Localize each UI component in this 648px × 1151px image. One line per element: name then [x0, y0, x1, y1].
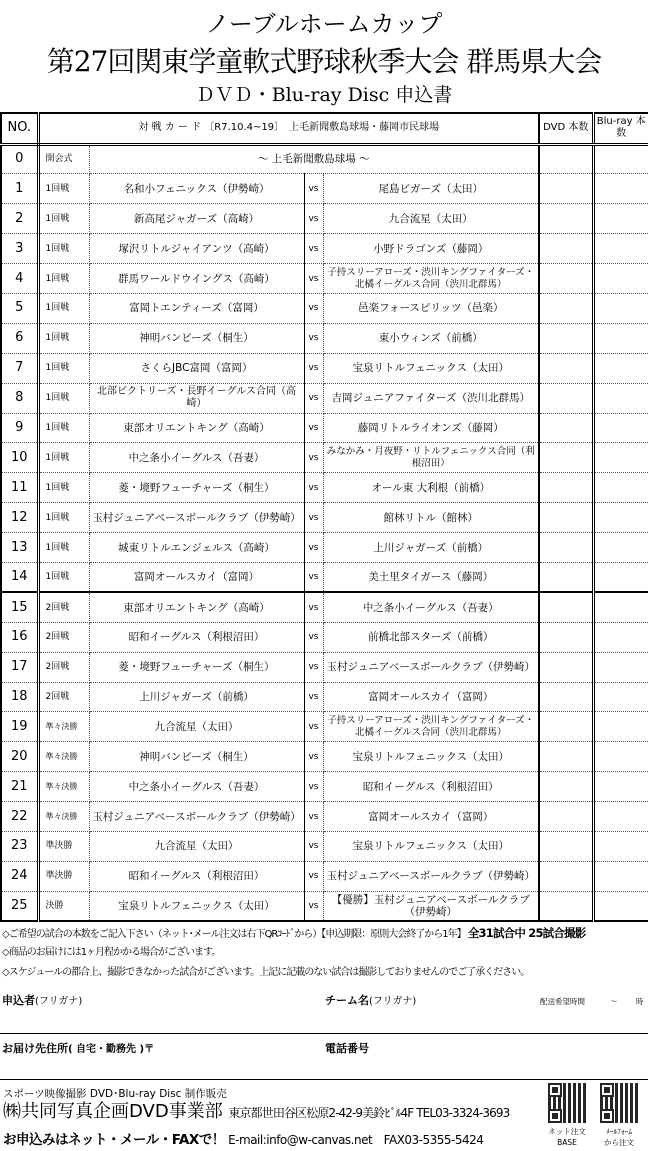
vs-label: vs — [304, 383, 323, 413]
home-team: 宝泉リトルフェニックス（太田） — [89, 891, 304, 921]
row-round: 1回戦 — [38, 293, 89, 323]
home-team: 上川ジャガーズ（前橋） — [89, 682, 304, 712]
row-round: 準々決勝 — [38, 742, 89, 772]
row-no: 6 — [1, 323, 38, 353]
home-team: 東部オリエントキング（高崎） — [89, 413, 304, 443]
note-2: ◇商品のお届けには1ヶ月程かかる場合がございます。 — [2, 947, 221, 958]
vs-label: vs — [304, 174, 323, 204]
vs-label: vs — [304, 234, 323, 264]
table-row — [1, 772, 648, 802]
table-row — [1, 592, 648, 622]
away-team: 宝泉リトルフェニックス（太田） — [323, 353, 539, 383]
home-team: 九合流星（太田） — [89, 712, 304, 742]
applicant-field[interactable] — [2, 992, 82, 1008]
table-row — [1, 562, 648, 592]
row-no: 16 — [1, 622, 38, 652]
bluray-qty-input[interactable] — [593, 742, 648, 772]
row-round: 準々決勝 — [38, 772, 89, 802]
row-round: 2回戦 — [38, 682, 89, 712]
row-round: 1回戦 — [38, 562, 89, 592]
vs-label: vs — [304, 682, 323, 712]
row-round: 2回戦 — [38, 592, 89, 622]
row-round: 1回戦 — [38, 353, 89, 383]
bluray-qty-input[interactable] — [593, 861, 648, 891]
home-team: 中之条小イーグルス（吾妻） — [89, 443, 304, 473]
vs-label: vs — [304, 264, 323, 294]
bluray-qty-input[interactable] — [593, 383, 648, 413]
note-3: ◇スケジュールの都合上、撮影できなかった試合がございます。上記に記載のない試合は撮影しておりませんのでご了承ください。 — [2, 967, 530, 978]
bluray-qty-input[interactable] — [593, 831, 648, 861]
bluray-qty-input[interactable] — [593, 891, 648, 921]
away-team: 吉岡ジュニアファイターズ（渋川北群馬） — [323, 383, 539, 413]
away-team: 上川ジャガーズ（前橋） — [323, 533, 539, 563]
table-row — [1, 174, 648, 204]
vs-label: vs — [304, 802, 323, 832]
home-team: 名和小フェニックス（伊勢崎） — [89, 174, 304, 204]
vs-label: vs — [304, 473, 323, 503]
dvd-qty-input[interactable] — [539, 592, 593, 622]
company-name: ㈱共同写真企画DVD事業部 — [3, 1101, 223, 1122]
bluray-qty-input[interactable] — [593, 204, 648, 234]
divider — [0, 1079, 648, 1080]
address-field[interactable] — [2, 1040, 154, 1056]
away-team: オール東 大利根（前橋） — [323, 473, 539, 503]
dvd-qty-input[interactable] — [539, 802, 593, 832]
note-1-count: 全31試合中 25試合撮影 — [467, 926, 586, 940]
table-row — [1, 742, 648, 772]
vs-label: vs — [304, 861, 323, 891]
header-bluray: Blu-ray 本数 — [593, 113, 648, 144]
company-name-line — [3, 1101, 509, 1124]
row-round: 準決勝 — [38, 831, 89, 861]
table-row — [1, 204, 648, 234]
dvd-qty-input[interactable] — [539, 682, 593, 712]
row-round: 1回戦 — [38, 174, 89, 204]
row-no: 5 — [1, 293, 38, 323]
qr-code-mailform-icon[interactable] — [600, 1083, 638, 1123]
row-no: 10 — [1, 443, 38, 473]
table-row — [1, 861, 648, 891]
opening-venue: ～ 上毛新聞敷島球場 ～ — [89, 144, 539, 174]
away-team: 玉村ジュニアベースボールクラブ（伊勢崎） — [323, 652, 539, 682]
divider — [0, 1033, 648, 1034]
bluray-qty-input[interactable] — [593, 144, 648, 174]
vs-label: vs — [304, 204, 323, 234]
phone-label: 電話番号 — [325, 1042, 369, 1055]
vs-label: vs — [304, 742, 323, 772]
table-row — [1, 383, 648, 413]
table-row — [1, 323, 648, 353]
row-round: 1回戦 — [38, 383, 89, 413]
vs-label: vs — [304, 652, 323, 682]
away-team: 富岡オールスカイ（富岡） — [323, 682, 539, 712]
home-team: さくらJBC富岡（富岡） — [89, 353, 304, 383]
home-team: 昭和イーグルス（利根沼田） — [89, 861, 304, 891]
row-no: 9 — [1, 413, 38, 443]
dvd-qty-input[interactable] — [539, 473, 593, 503]
delivery-time-label: 配送希望時間 — [540, 997, 585, 1006]
row-round: 開会式 — [38, 144, 89, 174]
row-round: 1回戦 — [38, 323, 89, 353]
row-no: 12 — [1, 503, 38, 533]
row-no: 19 — [1, 712, 38, 742]
delivery-time-tilde: ～ — [610, 997, 618, 1006]
row-no: 4 — [1, 264, 38, 294]
team-label: チーム名 — [325, 994, 369, 1007]
table-row — [1, 413, 648, 443]
dvd-qty-input[interactable] — [539, 204, 593, 234]
company-contact: E-mail:info@w-canvas.net FAX03-5355-5424 — [228, 1133, 484, 1147]
qr2-label-1: ﾒｰﾙﾌｫｰﾑ — [605, 1127, 633, 1136]
bluray-qty-input[interactable] — [593, 772, 648, 802]
bluray-qty-input[interactable] — [593, 323, 648, 353]
row-no: 13 — [1, 533, 38, 563]
row-no: 7 — [1, 353, 38, 383]
dvd-qty-input[interactable] — [539, 533, 593, 563]
home-team: 富岡トエンティーズ（富岡） — [89, 293, 304, 323]
row-round: 1回戦 — [38, 473, 89, 503]
bluray-qty-input[interactable] — [593, 293, 648, 323]
away-team: 子持スリーアローズ・渋川キングファイターズ・北橘イーグルス合同（渋川北群馬） — [323, 712, 539, 742]
dvd-qty-input[interactable] — [539, 562, 593, 592]
away-team: 藤岡リトルライオンズ（藤岡） — [323, 413, 539, 443]
bluray-qty-input[interactable] — [593, 264, 648, 294]
applicant-label: 申込者 — [2, 994, 35, 1007]
table-row — [1, 802, 648, 832]
home-team: 東部オリエントキング（高崎） — [89, 592, 304, 622]
away-team: 宝泉リトルフェニックス（太田） — [323, 831, 539, 861]
dvd-qty-input[interactable] — [539, 861, 593, 891]
row-round: 1回戦 — [38, 533, 89, 563]
home-team: 新高尾ジャガーズ（高崎） — [89, 204, 304, 234]
vs-label: vs — [304, 533, 323, 563]
dvd-qty-input[interactable] — [539, 353, 593, 383]
dvd-qty-input[interactable] — [539, 652, 593, 682]
header-no: NO. — [1, 113, 38, 144]
table-row — [1, 891, 648, 921]
row-no: 1 — [1, 174, 38, 204]
away-team: 尾島ビガーズ（太田） — [323, 174, 539, 204]
vs-label: vs — [304, 562, 323, 592]
address-note: ( 自宅・勤務先 )〒 — [68, 1044, 155, 1055]
team-kana-label: (フリガナ) — [369, 996, 417, 1007]
table-row — [1, 234, 648, 264]
address-label: お届け先住所 — [2, 1042, 68, 1055]
dvd-qty-input[interactable] — [539, 383, 593, 413]
dvd-qty-input[interactable] — [539, 772, 593, 802]
qr-mailform-label — [596, 1126, 642, 1148]
row-no: 22 — [1, 802, 38, 832]
away-team: 小野ドラゴンズ（藤岡） — [323, 234, 539, 264]
home-team: 神明バンビーズ（桐生） — [89, 323, 304, 353]
row-no: 8 — [1, 383, 38, 413]
away-team: 宝泉リトルフェニックス（太田） — [323, 742, 539, 772]
row-round: 2回戦 — [38, 622, 89, 652]
match-table — [0, 112, 648, 922]
home-team: 九合流星（太田） — [89, 831, 304, 861]
company-tagline: スポーツ映像撮影 DVD･Blu-ray Disc 制作販売 — [3, 1088, 227, 1100]
row-no: 0 — [1, 144, 38, 174]
home-team: 昭和イーグルス（利根沼田） — [89, 622, 304, 652]
home-team: 中之条小イーグルス（吾妻） — [89, 772, 304, 802]
form-title: ＤＶＤ・Blu-ray Disc 申込書 — [195, 84, 453, 106]
team-field[interactable] — [325, 992, 416, 1008]
note-1-line — [2, 925, 585, 943]
order-line — [3, 1128, 483, 1148]
away-team: 富岡オールスカイ（富岡） — [323, 802, 539, 832]
away-team: みなかみ・月夜野・リトルフェニックス合同（利根沼田） — [323, 443, 539, 473]
table-row — [1, 293, 648, 323]
away-team: 美土里タイガース（藤岡） — [323, 562, 539, 592]
dvd-qty-input[interactable] — [539, 712, 593, 742]
bluray-qty-input[interactable] — [593, 353, 648, 383]
row-no: 20 — [1, 742, 38, 772]
company-address: 東京都世田谷区松原2-42-9美鈴ﾋﾞﾙ4F TEL03-3324-3693 — [228, 1106, 510, 1120]
row-no: 15 — [1, 592, 38, 622]
row-round: 準々決勝 — [38, 802, 89, 832]
bluray-qty-input[interactable] — [593, 473, 648, 503]
vs-label: vs — [304, 413, 323, 443]
table-row — [1, 622, 648, 652]
row-no: 14 — [1, 562, 38, 592]
home-team: 群馬ワールドウイングス（高崎） — [89, 264, 304, 294]
bluray-qty-input[interactable] — [593, 622, 648, 652]
home-team: 塚沢リトルジャイアンツ（高崎） — [89, 234, 304, 264]
home-team: 菱・境野フューチャーズ（桐生） — [89, 473, 304, 503]
home-team: 城東リトルエンジェルス（高崎） — [89, 533, 304, 563]
table-row — [1, 682, 648, 712]
qr1-label-2: BASE — [557, 1138, 577, 1147]
table-row — [1, 264, 648, 294]
applicant-kana-label: (フリガナ) — [35, 996, 83, 1007]
home-team: 富岡オールスカイ（富岡） — [89, 562, 304, 592]
table-row — [1, 144, 648, 174]
vs-label: vs — [304, 323, 323, 353]
away-team: 邑楽フォースピリッツ（邑楽） — [323, 293, 539, 323]
bluray-qty-input[interactable] — [593, 652, 648, 682]
dvd-qty-input[interactable] — [539, 503, 593, 533]
row-no: 2 — [1, 204, 38, 234]
table-row — [1, 443, 648, 473]
dvd-qty-input[interactable] — [539, 174, 593, 204]
vs-label: vs — [304, 891, 323, 921]
vs-label: vs — [304, 443, 323, 473]
dvd-qty-input[interactable] — [539, 622, 593, 652]
header-dvd: DVD 本数 — [539, 113, 593, 144]
dvd-qty-input[interactable] — [539, 413, 593, 443]
home-team: 玉村ジュニアベースボールクラブ（伊勢崎） — [89, 503, 304, 533]
home-team: 神明バンビーズ（桐生） — [89, 742, 304, 772]
dvd-qty-input[interactable] — [539, 323, 593, 353]
row-round: 1回戦 — [38, 264, 89, 294]
qr1-label-1: ネット注文 — [548, 1127, 586, 1136]
bluray-qty-input[interactable] — [593, 533, 648, 563]
row-round: 2回戦 — [38, 652, 89, 682]
dvd-qty-input[interactable] — [539, 891, 593, 921]
away-team: 館林リトル（館林） — [323, 503, 539, 533]
row-round: 1回戦 — [38, 413, 89, 443]
away-team: 中之条小イーグルス（吾妻） — [323, 592, 539, 622]
qr-code-base-icon[interactable] — [548, 1083, 586, 1123]
row-no: 24 — [1, 861, 38, 891]
vs-label: vs — [304, 622, 323, 652]
row-round: 1回戦 — [38, 503, 89, 533]
bluray-qty-input[interactable] — [593, 562, 648, 592]
cup-title: ノーブルホームカップ — [205, 10, 443, 38]
vs-label: vs — [304, 592, 323, 622]
away-team: 東小ウィンズ（前橋） — [323, 323, 539, 353]
row-no: 11 — [1, 473, 38, 503]
tournament-title: 第27回関東学童軟式野球秋季大会 群馬県大会 — [46, 45, 602, 78]
table-row — [1, 473, 648, 503]
header-match-card: 対 戦 カ ー ド 〔R7.10.4~19〕 上毛新聞敷島球場・藤岡市民球場 — [38, 113, 539, 144]
away-team: 九合流星（太田） — [323, 204, 539, 234]
row-round: 準決勝 — [38, 861, 89, 891]
dvd-qty-input[interactable] — [539, 831, 593, 861]
vs-label: vs — [304, 772, 323, 802]
bluray-qty-input[interactable] — [593, 174, 648, 204]
away-team: 玉村ジュニアベースボールクラブ（伊勢崎） — [323, 861, 539, 891]
bluray-qty-input[interactable] — [593, 413, 648, 443]
table-row — [1, 353, 648, 383]
vs-label: vs — [304, 712, 323, 742]
row-no: 25 — [1, 891, 38, 921]
row-round: 1回戦 — [38, 204, 89, 234]
away-team: 【優勝】玉村ジュニアベースボールクラブ（伊勢崎） — [323, 891, 539, 921]
row-round: 決勝 — [38, 891, 89, 921]
order-methods: お申込みはネット・メール・FAXで！ — [3, 1132, 225, 1148]
home-team: 菱・境野フューチャーズ（桐生） — [89, 652, 304, 682]
vs-label: vs — [304, 293, 323, 323]
table-row — [1, 533, 648, 563]
vs-label: vs — [304, 503, 323, 533]
away-team: 前橋北部スターズ（前橋） — [323, 622, 539, 652]
dvd-qty-input[interactable] — [539, 234, 593, 264]
home-team: 玉村ジュニアベースボールクラブ（伊勢崎） — [89, 802, 304, 832]
row-round: 1回戦 — [38, 234, 89, 264]
bluray-qty-input[interactable] — [593, 443, 648, 473]
bluray-qty-input[interactable] — [593, 503, 648, 533]
dvd-qty-input[interactable] — [539, 293, 593, 323]
phone-field[interactable] — [325, 1040, 369, 1056]
table-row — [1, 503, 648, 533]
table-row — [1, 831, 648, 861]
table-row — [1, 712, 648, 742]
dvd-qty-input[interactable] — [539, 443, 593, 473]
row-no: 18 — [1, 682, 38, 712]
table-row — [1, 652, 648, 682]
bluray-qty-input[interactable] — [593, 234, 648, 264]
dvd-qty-input[interactable] — [539, 144, 593, 174]
away-team: 昭和イーグルス（利根沼田） — [323, 772, 539, 802]
bluray-qty-input[interactable] — [593, 682, 648, 712]
qr-base-label — [544, 1126, 590, 1148]
row-round: 準々決勝 — [38, 712, 89, 742]
bluray-qty-input[interactable] — [593, 592, 648, 622]
dvd-qty-input[interactable] — [539, 742, 593, 772]
home-team: 北部ビクトリーズ・長野イーグルス合同（高崎） — [89, 383, 304, 413]
row-no: 21 — [1, 772, 38, 802]
row-round: 1回戦 — [38, 443, 89, 473]
vs-label: vs — [304, 353, 323, 383]
away-team: 子持スリーアローズ・渋川キングファイターズ・北橘イーグルス合同（渋川北群馬） — [323, 264, 539, 294]
delivery-time-hour: 時 — [636, 997, 644, 1006]
row-no: 23 — [1, 831, 38, 861]
bluray-qty-input[interactable] — [593, 712, 648, 742]
bluray-qty-input[interactable] — [593, 802, 648, 832]
dvd-qty-input[interactable] — [539, 264, 593, 294]
row-no: 17 — [1, 652, 38, 682]
row-no: 3 — [1, 234, 38, 264]
qr2-label-2: から注文 — [604, 1138, 634, 1147]
vs-label: vs — [304, 831, 323, 861]
note-1: ◇ご希望の試合の本数をご記入下さい（ネット･メール注文は右下QRｺｰﾄﾞから）【申込期限：原則大会終了から1年】 — [2, 929, 466, 940]
